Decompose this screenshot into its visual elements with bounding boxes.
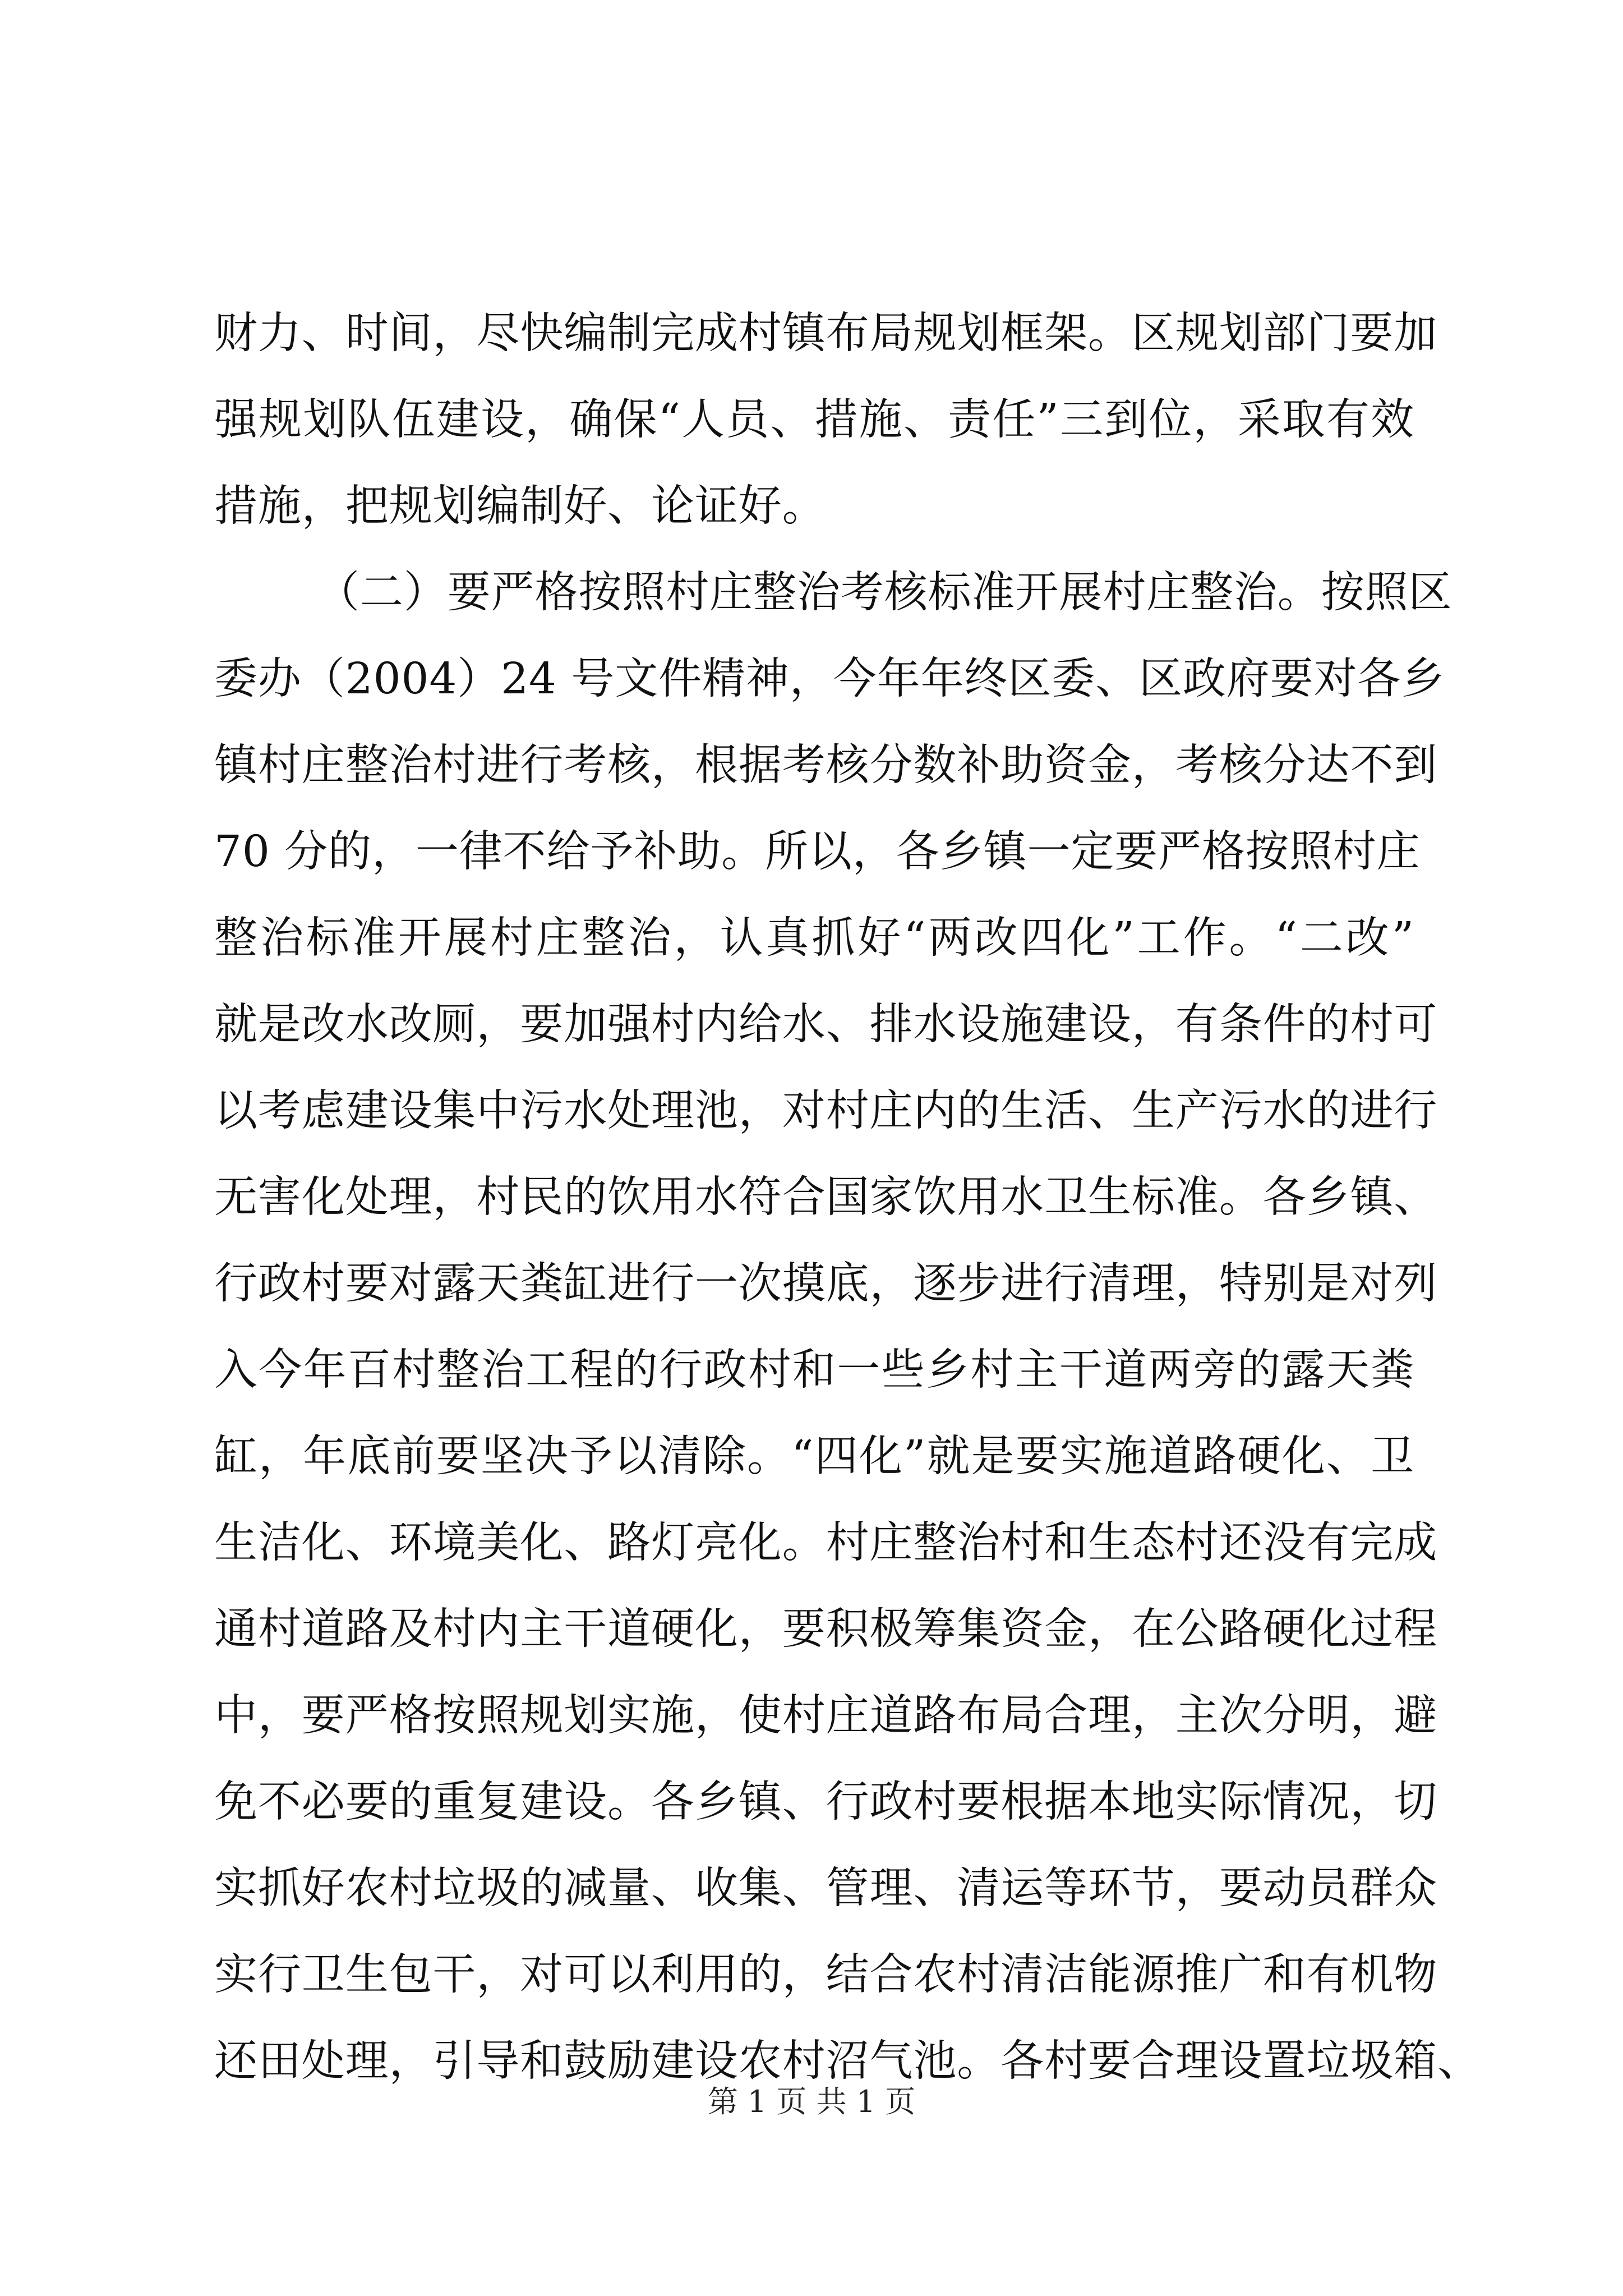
text-line-21: 还田处理，引导和鼓励建设农村沼气池。各村要合理设置垃圾箱、 bbox=[214, 2036, 1482, 2086]
text-line-3: 措施，把规划编制好、论证好。 bbox=[214, 481, 826, 531]
text-line-2: 强规划队伍建设，确保“人员、措施、责任”三到位，采取有效 bbox=[214, 395, 1414, 445]
text-line-20: 实行卫生包干，对可以利用的，结合农村清洁能源推广和有机物 bbox=[214, 1950, 1438, 2000]
text-line-13: 入今年百村整治工程的行政村和一些乡村主干道两旁的露天粪 bbox=[214, 1345, 1414, 1395]
text-line-1: 财力、时间，尽快编制完成村镇布局规划框架。区规划部门要加 bbox=[214, 309, 1438, 358]
text-line-12: 行政村要对露天粪缸进行一次摸底，逐步进行清理，特别是对列 bbox=[214, 1259, 1438, 1309]
text-line-16: 通村道路及村内主干道硬化，要积极筹集资金，在公路硬化过程 bbox=[214, 1604, 1438, 1654]
text-line-4: （二）要严格按照村庄整治考核标准开展村庄整治。按照区 bbox=[316, 568, 1453, 618]
text-line-19: 实抓好农村垃圾的减量、收集、管理、清运等环节，要动员群众 bbox=[214, 1864, 1438, 1913]
text-line-9: 就是改水改厕，要加强村内给水、排水设施建设，有条件的村可 bbox=[214, 1000, 1438, 1050]
text-line-17: 中，要严格按照规划实施，使村庄道路布局合理，主次分明，避 bbox=[214, 1691, 1438, 1741]
text-line-8: 整治标准开展村庄整治，认真抓好“两改四化”工作。“二改” bbox=[214, 913, 1414, 963]
text-line-10: 以考虑建设集中污水处理池，对村庄内的生活、生产污水的进行 bbox=[214, 1086, 1438, 1136]
text-line-6: 镇村庄整治村进行考核，根据考核分数补助资金，考核分达不到 bbox=[214, 740, 1438, 790]
text-line-18: 免不必要的重复建设。各乡镇、行政村要根据本地实际情况，切 bbox=[214, 1777, 1438, 1827]
text-line-5: 委办（2004）24 号文件精神，今年年终区委、区政府要对各乡 bbox=[214, 654, 1445, 704]
text-line-15: 生洁化、环境美化、路灯亮化。村庄整治村和生态村还没有完成 bbox=[214, 1518, 1438, 1568]
text-line-14: 缸，年底前要坚决予以清除。“四化”就是要实施道路硬化、卫 bbox=[214, 1432, 1414, 1481]
page-footer: 第 1 页 共 1 页 bbox=[707, 2084, 916, 2119]
text-line-7: 70 分的，一律不给予补助。所以，各乡镇一定要严格按照村庄 bbox=[214, 827, 1421, 877]
text-line-11: 无害化处理，村民的饮用水符合国家饮用水卫生标准。各乡镇、 bbox=[214, 1172, 1438, 1222]
